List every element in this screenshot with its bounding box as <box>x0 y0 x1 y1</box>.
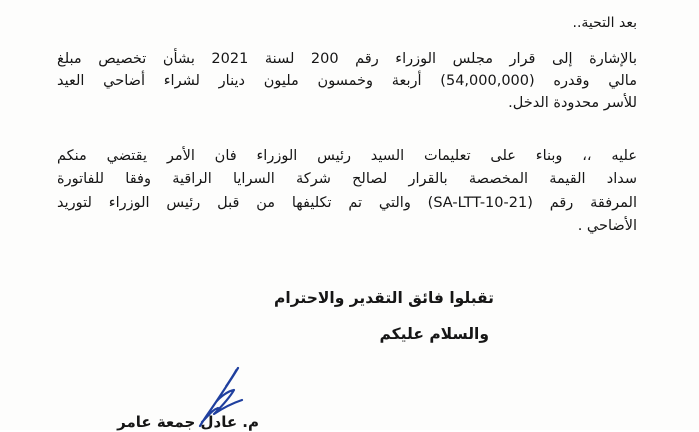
paragraph1-line1: بالإشارة إلى قرار مجلس الوزراء رقم 200 لسنة 2021 بشأن تخصيص مبلغ <box>57 51 637 67</box>
closing-regards: تقبلوا فائق التقدير والاحترام <box>274 289 494 307</box>
paragraph2-line3: المرفقة رقم (SA-LTT-10-21) والتي تم تكليفها من قبل رئيس الوزراء لتوريد <box>57 195 637 211</box>
paragraph1-line2: مالي وقدره (54,000,000) أربعة وخمسون مليون دينار لشراء أضاحي العيد <box>57 73 637 89</box>
greeting: بعد التحية.. <box>572 15 637 31</box>
paragraph2-line4: الأضاحي . <box>577 218 637 234</box>
closing-peace: والسلام عليكم <box>379 325 489 343</box>
paragraph2-line2: سداد القيمة المخصصة بالقرار لصالح شركة السرايا الراقية وفقا للفاتورة <box>57 171 637 187</box>
signer-name: م. عادل جمعة عامر <box>117 413 259 431</box>
paragraph1-line3: للأسر محدودة الدخل. <box>508 95 637 111</box>
paragraph2-line1: عليه ،، وبناء على تعليمات السيد رئيس الوزراء فان الأمر يقتضي منكم <box>57 148 637 164</box>
